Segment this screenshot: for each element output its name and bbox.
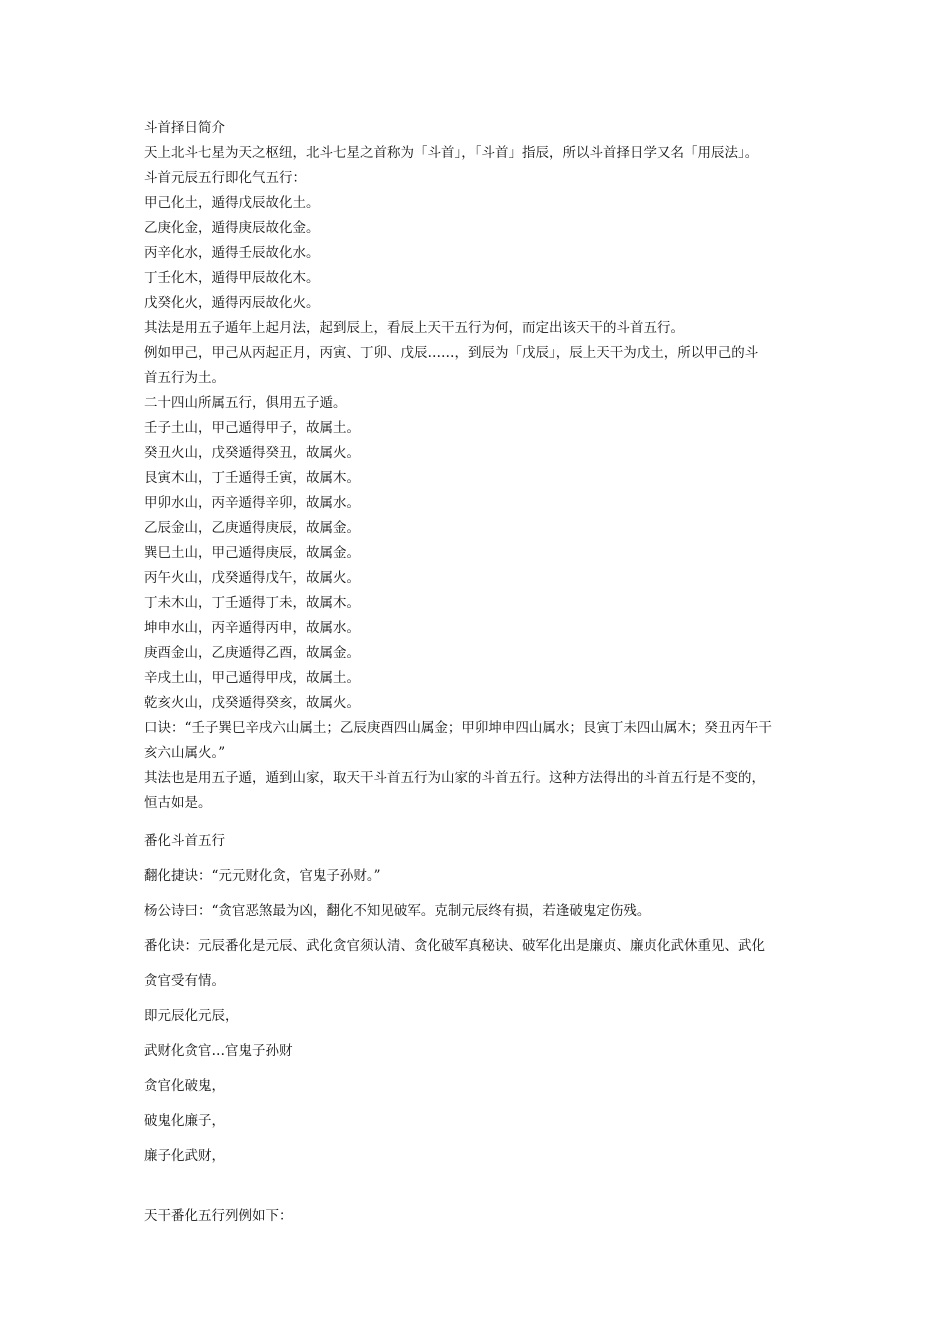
text-line: 丙午火山，戊癸遁得戊午，故属火。 (144, 570, 360, 586)
text-line: 番化诀：元辰番化是元辰、武化贪官须认清、贪化破军真秘诀、破军化出是廉贞、廉贞化武休重见、武化 (144, 938, 765, 954)
text-line: 二十四山所属五行，俱用五子遁。 (144, 395, 347, 411)
text-line: 壬子土山，甲己遁得甲子，故属土。 (144, 420, 360, 436)
text-line: 庚酉金山，乙庚遁得乙酉，故属金。 (144, 645, 360, 661)
text-line: 乙庚化金，遁得庚辰故化金。 (144, 220, 320, 236)
section-title: 天干番化五行列例如下： (144, 1208, 293, 1224)
text-line: 巽巳土山，甲己遁得庚辰，故属金。 (144, 545, 360, 561)
text-line: 口诀：“壬子巽巳辛戌六山属土；乙辰庚酉四山属金；甲卯坤申四山属水；艮寅丁未四山属木；癸丑丙午干 (144, 720, 772, 736)
text-line: 艮寅木山，丁壬遁得壬寅，故属木。 (144, 470, 360, 486)
section-tiangan-fanhua (144, 1204, 812, 1229)
section-fanhua-wuxing (144, 824, 812, 1174)
text-line: 即元辰化元辰， (144, 1008, 239, 1024)
section-title: 番化斗首五行 (144, 833, 225, 849)
text-line: 例如甲己，甲己从丙起正月，丙寅、丁卯、戊辰……，到辰为「戊辰」，辰上天干为戊土，所以甲己的斗 (144, 345, 759, 361)
text-line: 癸丑火山，戊癸遁得癸丑，故属火。 (144, 445, 360, 461)
text-line: 亥六山属火。” (144, 745, 226, 761)
text-line: 斗首元辰五行即化气五行： (144, 170, 306, 186)
text-line: 翻化捷诀：“元元财化贪，官鬼子孙财。” (144, 868, 381, 884)
text-line: 恒古如是。 (144, 795, 212, 811)
section-doushou-intro (144, 116, 812, 816)
text-line: 其法是用五子遁年上起月法，起到辰上，看辰上天干五行为何，而定出该天干的斗首五行。 (144, 320, 684, 336)
text-line: 杨公诗曰：“贪官恶煞最为凶，翻化不知见破军。克制元辰终有损，若逢破鬼定伤残。 (144, 903, 651, 919)
text-line: 武财化贪官…官鬼子孙财 (144, 1043, 293, 1059)
text-line: 贪官化破鬼， (144, 1078, 225, 1094)
text-line: 其法也是用五子遁，遁到山家，取天干斗首五行为山家的斗首五行。这种方法得出的斗首五行是不变的， (144, 770, 765, 786)
text-line: 破鬼化廉子， (144, 1113, 225, 1129)
text-line: 丙辛化水，遁得壬辰故化水。 (144, 245, 320, 261)
text-line: 辛戌土山，甲己遁得甲戌，故属土。 (144, 670, 360, 686)
text-line: 首五行为土。 (144, 370, 225, 386)
text-line: 天上北斗七星为天之枢纽，北斗七星之首称为「斗首」，「斗首」指辰，所以斗首择日学又名「用辰法」。 (144, 145, 759, 161)
text-line: 乾亥火山，戊癸遁得癸亥，故属火。 (144, 695, 360, 711)
text-line: 甲卯水山，丙辛遁得辛卯，故属水。 (144, 495, 360, 511)
text-line: 廉子化武财， (144, 1148, 225, 1164)
text-line: 坤申水山，丙辛遁得丙申，故属水。 (144, 620, 360, 636)
section-title: 斗首择日简介 (144, 120, 225, 136)
text-line: 丁壬化木，遁得甲辰故化木。 (144, 270, 320, 286)
text-line: 戊癸化火，遁得丙辰故化火。 (144, 295, 320, 311)
text-line: 甲己化土，遁得戊辰故化土。 (144, 195, 320, 211)
text-line: 乙辰金山，乙庚遁得庚辰，故属金。 (144, 520, 360, 536)
text-line: 贪官受有情。 (144, 973, 225, 989)
text-line: 丁未木山，丁壬遁得丁未，故属木。 (144, 595, 360, 611)
